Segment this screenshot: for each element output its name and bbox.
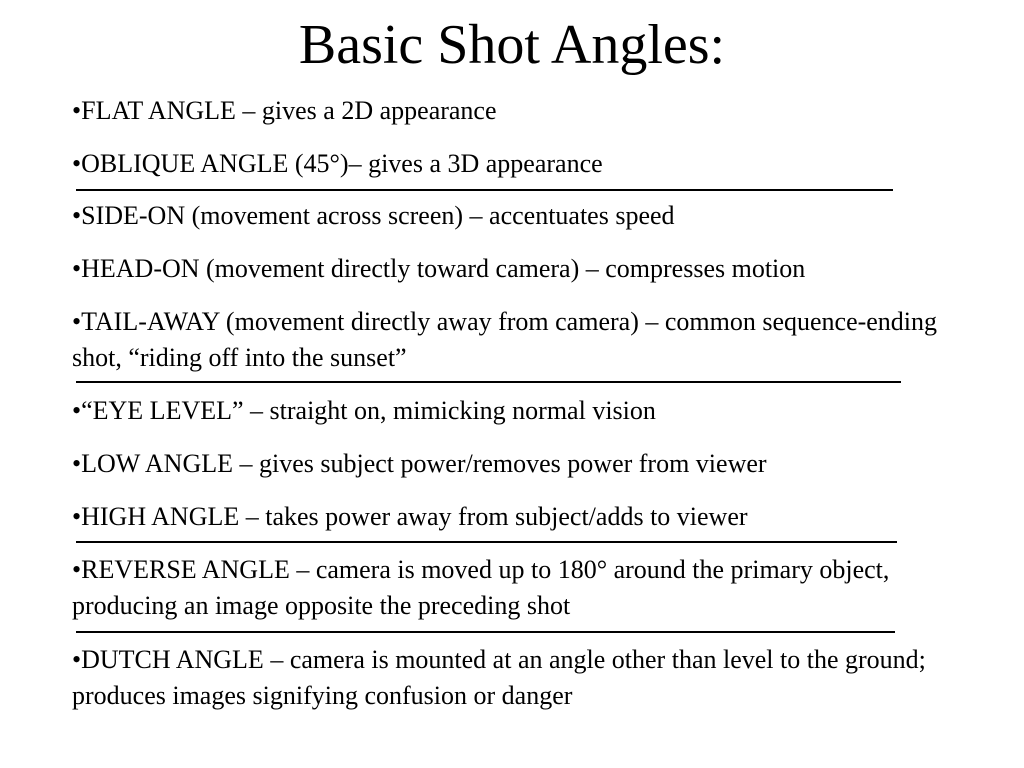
bullet-low-angle: •LOW ANGLE – gives subject power/removes power from viewer: [72, 449, 767, 478]
bullet-tail-away: •TAIL-AWAY (movement directly away from camera) – common sequence-ending shot, “riding off into the sunset”: [72, 307, 938, 372]
bullet-eye-level: •“EYE LEVEL” – straight on, mimicking normal vision: [72, 396, 656, 425]
bullet-dutch-angle: •DUTCH ANGLE – camera is mounted at an angle other than level to the ground; produces images signifying confusion or danger: [72, 645, 926, 710]
section-divider: [76, 381, 901, 383]
section-divider: [76, 541, 897, 543]
bullet-head-on: •HEAD-ON (movement directly toward camera) – compresses motion: [72, 254, 806, 283]
bullet-side-on: •SIDE-ON (movement across screen) – accentuates speed: [72, 201, 675, 230]
bullet-high-angle: •HIGH ANGLE – takes power away from subject/adds to viewer: [72, 502, 748, 531]
slide-title: Basic Shot Angles:: [298, 14, 726, 76]
bullet-flat-angle: •FLAT ANGLE – gives a 2D appearance: [72, 96, 497, 125]
bullet-reverse-angle: •REVERSE ANGLE – camera is moved up to 180° around the primary object, producing an image opposite the preceding shot: [72, 555, 890, 620]
section-divider: [76, 189, 893, 191]
section-divider: [76, 631, 895, 633]
bullet-oblique-angle: •OBLIQUE ANGLE (45°)– gives a 3D appearance: [72, 149, 603, 178]
